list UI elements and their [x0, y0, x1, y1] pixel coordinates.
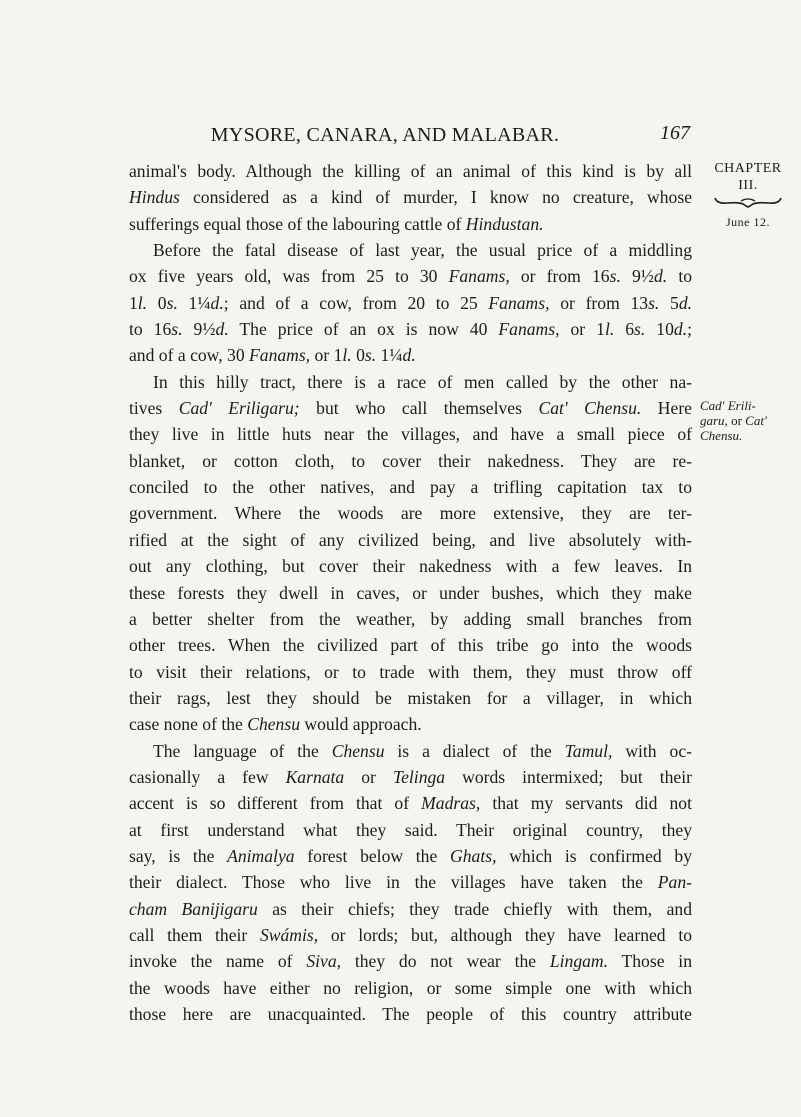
text-line-26 — [129, 817, 692, 843]
text-line-3 — [129, 211, 692, 237]
text-italic: Hindustan. — [465, 213, 544, 234]
text: which is confirmed by — [496, 845, 692, 866]
text: other trees. When the civilized part of this tribe go into the woods — [129, 635, 692, 656]
text-line-4 — [129, 237, 692, 263]
text-italic: Fanams, — [498, 319, 560, 340]
text-italic: d. — [402, 345, 416, 366]
marginal-note-line-4: Chensu. — [700, 428, 743, 443]
body-text — [129, 158, 692, 1027]
text: 5 — [659, 292, 679, 313]
text: considered as a kind of murder, I know no creature, whose — [179, 187, 692, 208]
text-italic: cham Banijigaru — [129, 898, 258, 919]
text-line-28 — [129, 869, 692, 895]
text: 0 — [351, 345, 365, 366]
text-italic: s. — [648, 292, 660, 313]
text-line-13 — [129, 474, 692, 500]
text-italic: l. — [342, 345, 352, 366]
text-line-20 — [129, 659, 692, 685]
text: call them their — [129, 924, 260, 945]
text: conciled to the other natives, and pay a trifling capitation tax to — [129, 477, 692, 498]
text-line-1 — [129, 158, 692, 184]
text: or 1 — [559, 319, 605, 340]
text: or from 13 — [549, 292, 649, 313]
text: rified at the sight of any civilized being, and live absolutely with- — [129, 529, 692, 550]
text-line-31 — [129, 948, 692, 974]
chapter-number: III. — [738, 178, 758, 193]
text-line-16 — [129, 553, 692, 579]
text: that my servants did not — [480, 793, 692, 814]
text-line-21 — [129, 685, 692, 711]
text-line-18 — [129, 606, 692, 632]
text-line-15 — [129, 527, 692, 553]
text-line-6 — [129, 290, 692, 316]
chapter-marginal — [703, 160, 793, 231]
text: sufferings equal those of the labouring cattle of — [129, 213, 466, 234]
text: or lords; but, although they have learned to — [318, 924, 692, 945]
text: Here — [641, 398, 692, 419]
text: The price of an ox is now 40 — [228, 319, 499, 340]
text: their rags, lest they should be mistaken for a villager, in which — [129, 687, 692, 708]
text-italic: Fanams, — [448, 266, 510, 287]
text: those here are unacquainted. The people of this country attribute — [129, 1004, 692, 1024]
text-line-25 — [129, 790, 692, 816]
text: a better shelter from the weather, by adding small branches from — [129, 608, 692, 629]
marginal-note-line-1: Cad' Erili- — [700, 398, 756, 413]
text: case none of the — [129, 714, 248, 735]
text-line-27 — [129, 843, 692, 869]
text-italic: d. — [210, 292, 224, 313]
text-line-17 — [129, 580, 692, 606]
running-head: MYSORE, CANARA, AND MALABAR. — [210, 124, 560, 146]
text: invoke the name of — [129, 951, 307, 972]
text: 0 — [147, 292, 167, 313]
marginal-note — [700, 398, 796, 443]
text-italic: d. — [673, 319, 688, 340]
text: words intermixed; but their — [445, 766, 692, 787]
text-line-32 — [129, 975, 692, 1001]
text: In this hilly tract, there is a race of men called by the other na- — [153, 371, 692, 392]
text: or — [344, 766, 393, 787]
ornament-brace-icon — [713, 196, 783, 208]
text: ox five years old, was from 25 to 30 — [129, 266, 449, 287]
marginal-note-or: or — [727, 413, 746, 428]
text-italic: Cat' Chensu. — [538, 398, 642, 419]
text-line-2 — [129, 184, 692, 210]
text: say, is the — [129, 845, 228, 866]
text: forest below the — [294, 845, 451, 866]
text: government. Where the woods are more extensive, they are ter- — [129, 503, 692, 524]
text: they live in little huts near the villages, and have a small piece of — [129, 424, 692, 445]
text: or 1 — [310, 345, 343, 366]
text-italic: Hindus — [129, 187, 180, 208]
text-italic: s. — [609, 266, 621, 287]
text-line-29 — [129, 896, 692, 922]
text: they do not wear the — [341, 951, 550, 972]
text: casionally a few — [129, 766, 286, 787]
text-line-33 — [129, 1001, 692, 1027]
chapter-label: CHAPTER — [714, 161, 782, 176]
text: their dialect. Those who live in the villages have taken the — [129, 872, 658, 893]
marginal-note-line-2: garu, — [700, 413, 728, 428]
text-line-14 — [129, 500, 692, 526]
text: at first understand what they said. Their original country, they — [129, 819, 692, 840]
text-italic: Telinga — [392, 766, 446, 787]
text: with oc- — [612, 740, 692, 761]
text-line-12 — [129, 448, 692, 474]
text-italic: d. — [215, 319, 229, 340]
text-line-23 — [129, 738, 692, 764]
text: Those in — [608, 951, 692, 972]
marginal-date: June 12. — [726, 215, 770, 229]
text-line-7 — [129, 316, 692, 342]
text: 9½ — [182, 319, 216, 340]
text: Before the fatal disease of last year, the usual price of a middling — [153, 240, 692, 261]
text: would approach. — [300, 714, 422, 735]
text: 10 — [645, 319, 674, 340]
text-italic: Chensu — [331, 740, 385, 761]
text: but who call themselves — [299, 398, 539, 419]
text-italic: s. — [171, 319, 183, 340]
marginal-note-line-3: Cat' — [745, 413, 767, 428]
text-italic: Pan- — [657, 872, 692, 893]
text-italic: Karnata — [285, 766, 345, 787]
page-number: 167 — [660, 122, 690, 144]
text: to — [667, 266, 693, 287]
text-italic: s. — [634, 319, 646, 340]
text-italic: Lingam. — [549, 951, 609, 972]
text: or from 16 — [509, 266, 610, 287]
text: The language of the — [153, 740, 332, 761]
text-italic: Fanams, — [488, 292, 550, 313]
text-italic: Madras, — [421, 793, 481, 814]
text: the woods have either no religion, or some simple one with which — [129, 977, 692, 998]
text-italic: Fanams, — [249, 345, 311, 366]
text-italic: l. — [137, 292, 148, 313]
text: blanket, or cotton cloth, to cover their nakedness. They are re- — [129, 450, 692, 471]
text-line-22 — [129, 711, 692, 737]
text-line-24 — [129, 764, 692, 790]
text: 1¼ — [177, 292, 211, 313]
text-line-11 — [129, 421, 692, 447]
text-italic: d. — [678, 292, 693, 313]
text-line-5 — [129, 263, 692, 289]
text-line-9 — [129, 369, 692, 395]
text: as their chiefs; they trade chiefly with them, and — [257, 898, 692, 919]
text-italic: Tamul, — [564, 740, 613, 761]
text: out any clothing, but cover their nakedness with a few leaves. In — [129, 556, 692, 577]
text: ; and of a cow, from 20 to 25 — [223, 292, 489, 313]
text-line-30 — [129, 922, 692, 948]
text: is a dialect of the — [384, 740, 565, 761]
text: these forests they dwell in caves, or under bushes, which they make — [129, 582, 692, 603]
text: 9½ — [620, 266, 654, 287]
text: ; — [687, 319, 692, 340]
text: 6 — [614, 319, 635, 340]
text-line-19 — [129, 632, 692, 658]
text-italic: l. — [604, 319, 615, 340]
text-italic: Cad' Eriligaru; — [178, 398, 300, 419]
text-italic: d. — [653, 266, 668, 287]
text: tives — [129, 398, 179, 419]
text-italic: Ghats, — [450, 845, 497, 866]
text: to 16 — [129, 319, 172, 340]
text-line-8 — [129, 342, 692, 368]
text-italic: Swámis, — [259, 924, 319, 945]
text: 1 — [129, 292, 138, 313]
text-italic: s. — [166, 292, 178, 313]
text: 1¼ — [376, 345, 403, 366]
text-italic: Siva, — [306, 951, 342, 972]
text-italic: s. — [364, 345, 377, 366]
text-line-10 — [129, 395, 692, 421]
text: and of a cow, 30 — [129, 345, 250, 366]
text-italic: Animalya — [227, 845, 295, 866]
text: to visit their relations, or to trade with them, they must throw off — [129, 661, 692, 682]
text: accent is so different from that of — [129, 793, 422, 814]
text-italic: Chensu — [247, 714, 300, 735]
text: animal's body. Although the killing of an animal of this kind is by all — [129, 161, 692, 181]
